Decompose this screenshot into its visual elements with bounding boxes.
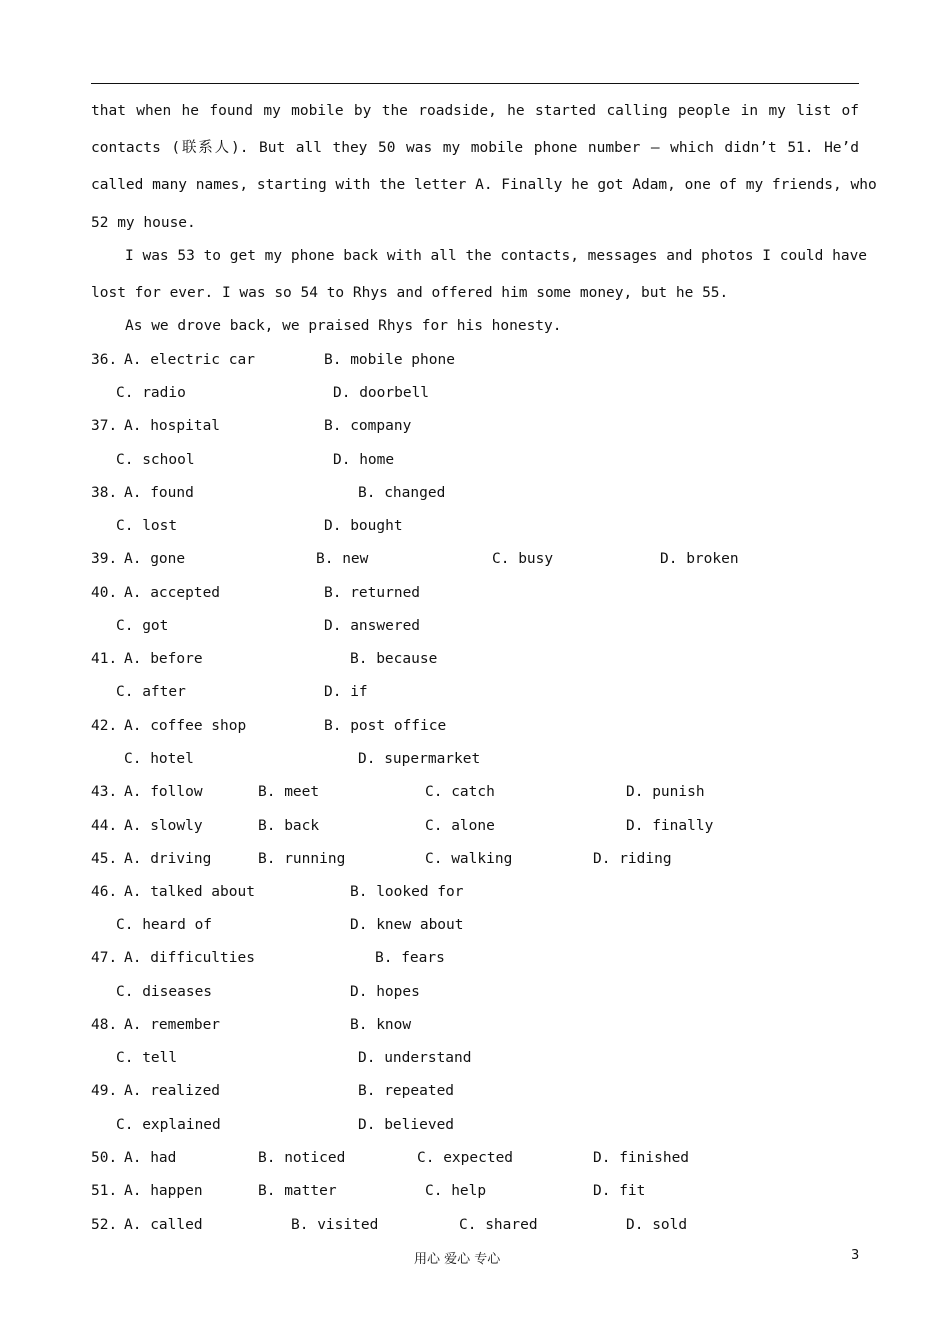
option-d[interactable]: D. riding bbox=[593, 851, 672, 867]
option-a[interactable]: A. coffee shop bbox=[124, 718, 247, 734]
option-d[interactable]: D. finally bbox=[626, 818, 714, 834]
footer-motto: 用心 爱心 专心 bbox=[414, 1252, 501, 1267]
option-b[interactable]: B. matter bbox=[258, 1183, 337, 1199]
question-number: 43. bbox=[91, 784, 118, 800]
option-d[interactable]: D. answered bbox=[324, 618, 421, 634]
page-number: 3 bbox=[851, 1248, 860, 1263]
option-a[interactable]: A. realized bbox=[124, 1083, 221, 1099]
option-c[interactable]: C. hotel bbox=[124, 751, 194, 767]
question-number: 47. bbox=[91, 950, 118, 966]
option-c[interactable]: C. explained bbox=[116, 1117, 221, 1133]
option-c[interactable]: C. school bbox=[116, 452, 195, 468]
option-b[interactable]: B. back bbox=[258, 818, 320, 834]
question-number: 39. bbox=[91, 551, 118, 567]
option-d[interactable]: D. punish bbox=[626, 784, 705, 800]
option-b[interactable]: B. new bbox=[316, 551, 369, 567]
passage-line: lost for ever. I was so 54 to Rhys and offered him some money, but he 55. bbox=[91, 285, 729, 301]
option-b[interactable]: B. repeated bbox=[358, 1083, 455, 1099]
option-d[interactable]: D. supermarket bbox=[358, 751, 481, 767]
option-a[interactable]: A. remember bbox=[124, 1017, 221, 1033]
option-c[interactable]: C. diseases bbox=[116, 984, 213, 1000]
question-number: 36. bbox=[91, 352, 118, 368]
option-c[interactable]: C. heard of bbox=[116, 917, 213, 933]
option-d[interactable]: D. understand bbox=[358, 1050, 472, 1066]
option-b[interactable]: B. noticed bbox=[258, 1150, 346, 1166]
option-b[interactable]: B. post office bbox=[324, 718, 447, 734]
question-number: 40. bbox=[91, 585, 118, 601]
option-a[interactable]: A. slowly bbox=[124, 818, 203, 834]
option-a[interactable]: A. accepted bbox=[124, 585, 221, 601]
passage-line: As we drove back, we praised Rhys for his honesty. bbox=[125, 318, 562, 334]
option-d[interactable]: D. broken bbox=[660, 551, 739, 567]
option-c[interactable]: C. help bbox=[425, 1183, 487, 1199]
option-a[interactable]: A. follow bbox=[124, 784, 203, 800]
question-number: 48. bbox=[91, 1017, 118, 1033]
question-number: 45. bbox=[91, 851, 118, 867]
option-b[interactable]: B. fears bbox=[375, 950, 445, 966]
option-b[interactable]: B. looked for bbox=[350, 884, 464, 900]
option-b[interactable]: B. know bbox=[350, 1017, 412, 1033]
option-c[interactable]: C. alone bbox=[425, 818, 495, 834]
question-number: 37. bbox=[91, 418, 118, 434]
option-a[interactable]: A. driving bbox=[124, 851, 212, 867]
passage-line: contacts (联系人). But all they 50 was my mobile phone number — which didn’t 51. He’d bbox=[91, 140, 859, 156]
option-d[interactable]: D. finished bbox=[593, 1150, 690, 1166]
option-d[interactable]: D. home bbox=[333, 452, 395, 468]
question-number: 52. bbox=[91, 1217, 118, 1233]
option-c[interactable]: C. got bbox=[116, 618, 169, 634]
question-number: 42. bbox=[91, 718, 118, 734]
option-c[interactable]: C. walking bbox=[425, 851, 513, 867]
option-b[interactable]: B. because bbox=[350, 651, 438, 667]
option-b[interactable]: B. company bbox=[324, 418, 412, 434]
option-c[interactable]: C. radio bbox=[116, 385, 186, 401]
option-d[interactable]: D. doorbell bbox=[333, 385, 430, 401]
option-a[interactable]: A. before bbox=[124, 651, 203, 667]
option-c[interactable]: C. busy bbox=[492, 551, 554, 567]
option-a[interactable]: A. happen bbox=[124, 1183, 203, 1199]
option-b[interactable]: B. meet bbox=[258, 784, 320, 800]
option-a[interactable]: A. electric car bbox=[124, 352, 255, 368]
passage-line: called many names, starting with the letter A. Finally he got Adam, one of my friends, who bbox=[91, 177, 877, 193]
option-a[interactable]: A. found bbox=[124, 485, 194, 501]
option-c[interactable]: C. catch bbox=[425, 784, 495, 800]
option-b[interactable]: B. mobile phone bbox=[324, 352, 455, 368]
option-d[interactable]: D. fit bbox=[593, 1183, 646, 1199]
option-b[interactable]: B. running bbox=[258, 851, 346, 867]
option-d[interactable]: D. hopes bbox=[350, 984, 420, 1000]
option-a[interactable]: A. called bbox=[124, 1217, 203, 1233]
option-b[interactable]: B. changed bbox=[358, 485, 446, 501]
option-d[interactable]: D. believed bbox=[358, 1117, 455, 1133]
option-a[interactable]: A. difficulties bbox=[124, 950, 255, 966]
option-a[interactable]: A. gone bbox=[124, 551, 186, 567]
option-b[interactable]: B. returned bbox=[324, 585, 421, 601]
option-d[interactable]: D. knew about bbox=[350, 917, 464, 933]
option-c[interactable]: C. lost bbox=[116, 518, 178, 534]
option-a[interactable]: A. talked about bbox=[124, 884, 255, 900]
question-number: 49. bbox=[91, 1083, 118, 1099]
option-a[interactable]: A. hospital bbox=[124, 418, 221, 434]
option-d[interactable]: D. sold bbox=[626, 1217, 688, 1233]
passage-line: that when he found my mobile by the roadside, he started calling people in my list of bbox=[91, 103, 859, 119]
question-number: 44. bbox=[91, 818, 118, 834]
header-rule bbox=[91, 83, 859, 84]
question-number: 50. bbox=[91, 1150, 118, 1166]
passage-line: 52 my house. bbox=[91, 215, 196, 231]
option-c[interactable]: C. shared bbox=[459, 1217, 538, 1233]
question-number: 41. bbox=[91, 651, 118, 667]
passage-line: I was 53 to get my phone back with all the contacts, messages and photos I could have bbox=[125, 248, 868, 264]
option-d[interactable]: D. bought bbox=[324, 518, 403, 534]
question-number: 51. bbox=[91, 1183, 118, 1199]
option-b[interactable]: B. visited bbox=[291, 1217, 379, 1233]
question-number: 38. bbox=[91, 485, 118, 501]
option-d[interactable]: D. if bbox=[324, 684, 368, 700]
option-c[interactable]: C. tell bbox=[116, 1050, 178, 1066]
option-c[interactable]: C. expected bbox=[417, 1150, 514, 1166]
option-c[interactable]: C. after bbox=[116, 684, 186, 700]
option-a[interactable]: A. had bbox=[124, 1150, 177, 1166]
question-number: 46. bbox=[91, 884, 118, 900]
